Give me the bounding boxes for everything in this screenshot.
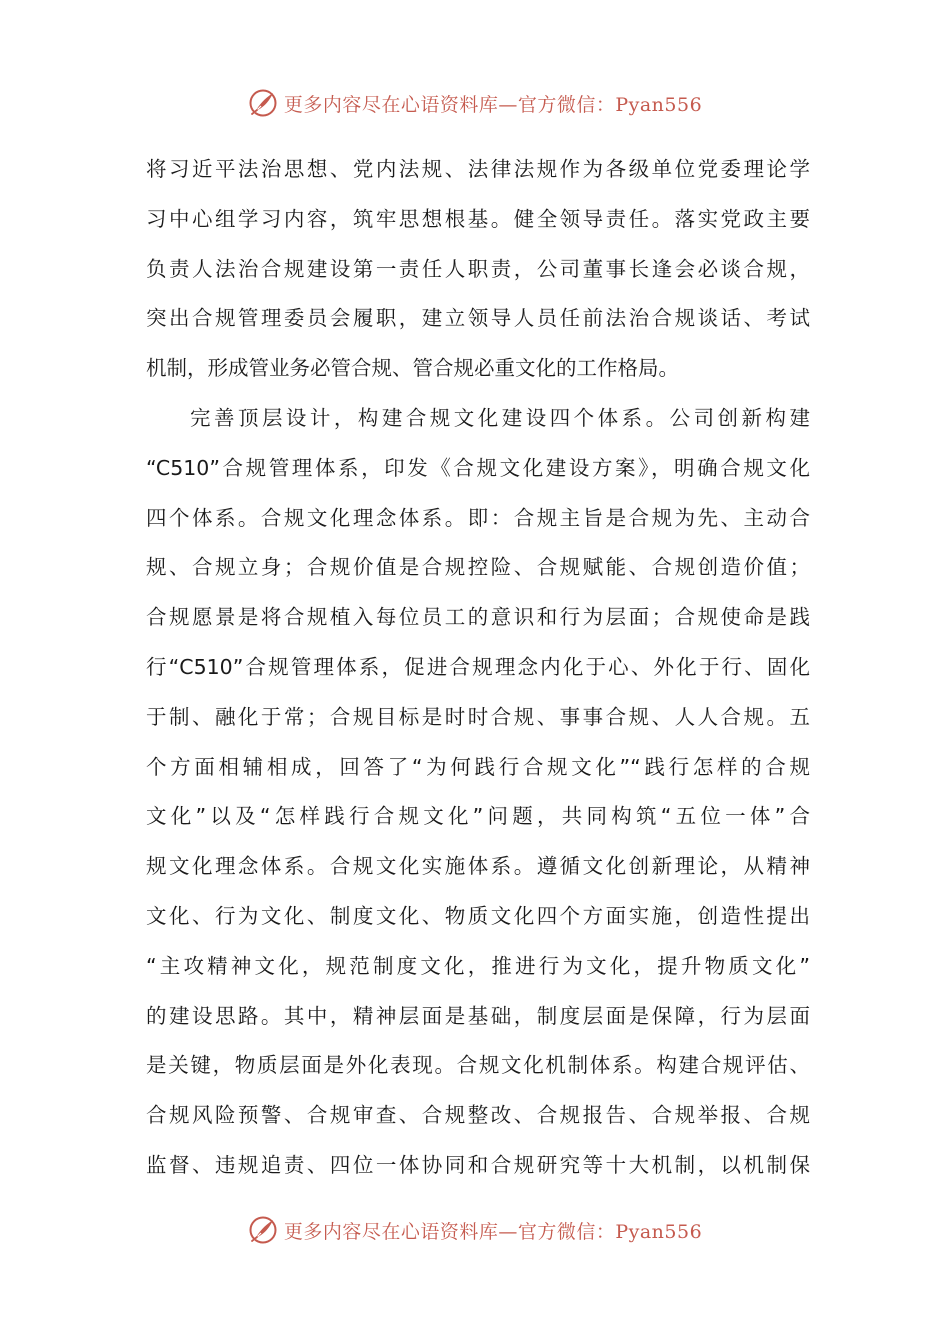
body-line: 于制、融化于常；合规目标是时时合规、事事合规、人人合规。五 [146,704,810,729]
body-line: 文化、行为文化、制度文化、物质文化四个方面实施，创造性提出 [146,903,810,928]
body-line: “C510”合规管理体系，印发《合规文化建设方案》，明确合规文化 [146,455,810,480]
header-banner [0,86,950,120]
body-line: 突出合规管理委员会履职，建立领导人员任前法治合规谈话、考试 [146,306,810,331]
quill-pen-logo-icon [248,88,278,118]
body-line: 机制，形成管业务必管合规、管合规必重文化的工作格局。 [146,356,679,381]
body-line: 是关键，物质层面是外化表现。合规文化机制体系。构建合规评估、 [146,1053,810,1078]
header-banner-text: 更多内容尽在心语资料库—官方微信：Pyan556 [283,93,703,116]
body-line: 将习近平法治思想、党内法规、法律法规作为各级单位党委理论学 [146,157,810,181]
body-line: 个方面相辅相成，回答了“为何践行合规文化”“践行怎样的合规 [146,754,810,779]
body-line: “主攻精神文化，规范制度文化，推进行为文化，提升物质文化” [146,953,810,978]
body-line: 负责人法治合规建设第一责任人职责，公司董事长逢会必谈合规， [146,256,810,281]
body-line: 行“C510”合规管理体系，促进合规理念内化于心、外化于行、固化 [146,654,810,679]
paragraph-start-line: 完善顶层设计，构建合规文化建设四个体系。公司创新构建 [190,405,810,430]
body-line: 规、合规立身；合规价值是合规控险、合规赋能、合规创造价值； [146,555,810,580]
body-line: 合规愿景是将合规植入每位员工的意识和行为层面；合规使命是践 [146,605,810,630]
document-body [146,145,810,1191]
body-line: 四个体系。合规文化理念体系。即：合规主旨是合规为先、主动合 [146,505,810,530]
body-line: 监督、违规追责、四位一体协同和合规研究等十大机制，以机制保 [146,1152,810,1177]
body-line: 规文化理念体系。合规文化实施体系。遵循文化创新理论，从精神 [146,854,810,879]
body-line: 文化”以及“怎样践行合规文化”问题，共同构筑“五位一体”合 [146,804,810,829]
body-line: 合规风险预警、合规审查、合规整改、合规报告、合规举报、合规 [146,1103,810,1128]
footer-banner [0,1213,950,1247]
body-line: 习中心组学习内容，筑牢思想根基。健全领导责任。落实党政主要 [146,206,810,231]
footer-banner-text: 更多内容尽在心语资料库—官方微信：Pyan556 [283,1220,703,1243]
body-line: 的建设思路。其中，精神层面是基础，制度层面是保障，行为层面 [146,1003,810,1028]
quill-pen-logo-icon [248,1215,278,1245]
